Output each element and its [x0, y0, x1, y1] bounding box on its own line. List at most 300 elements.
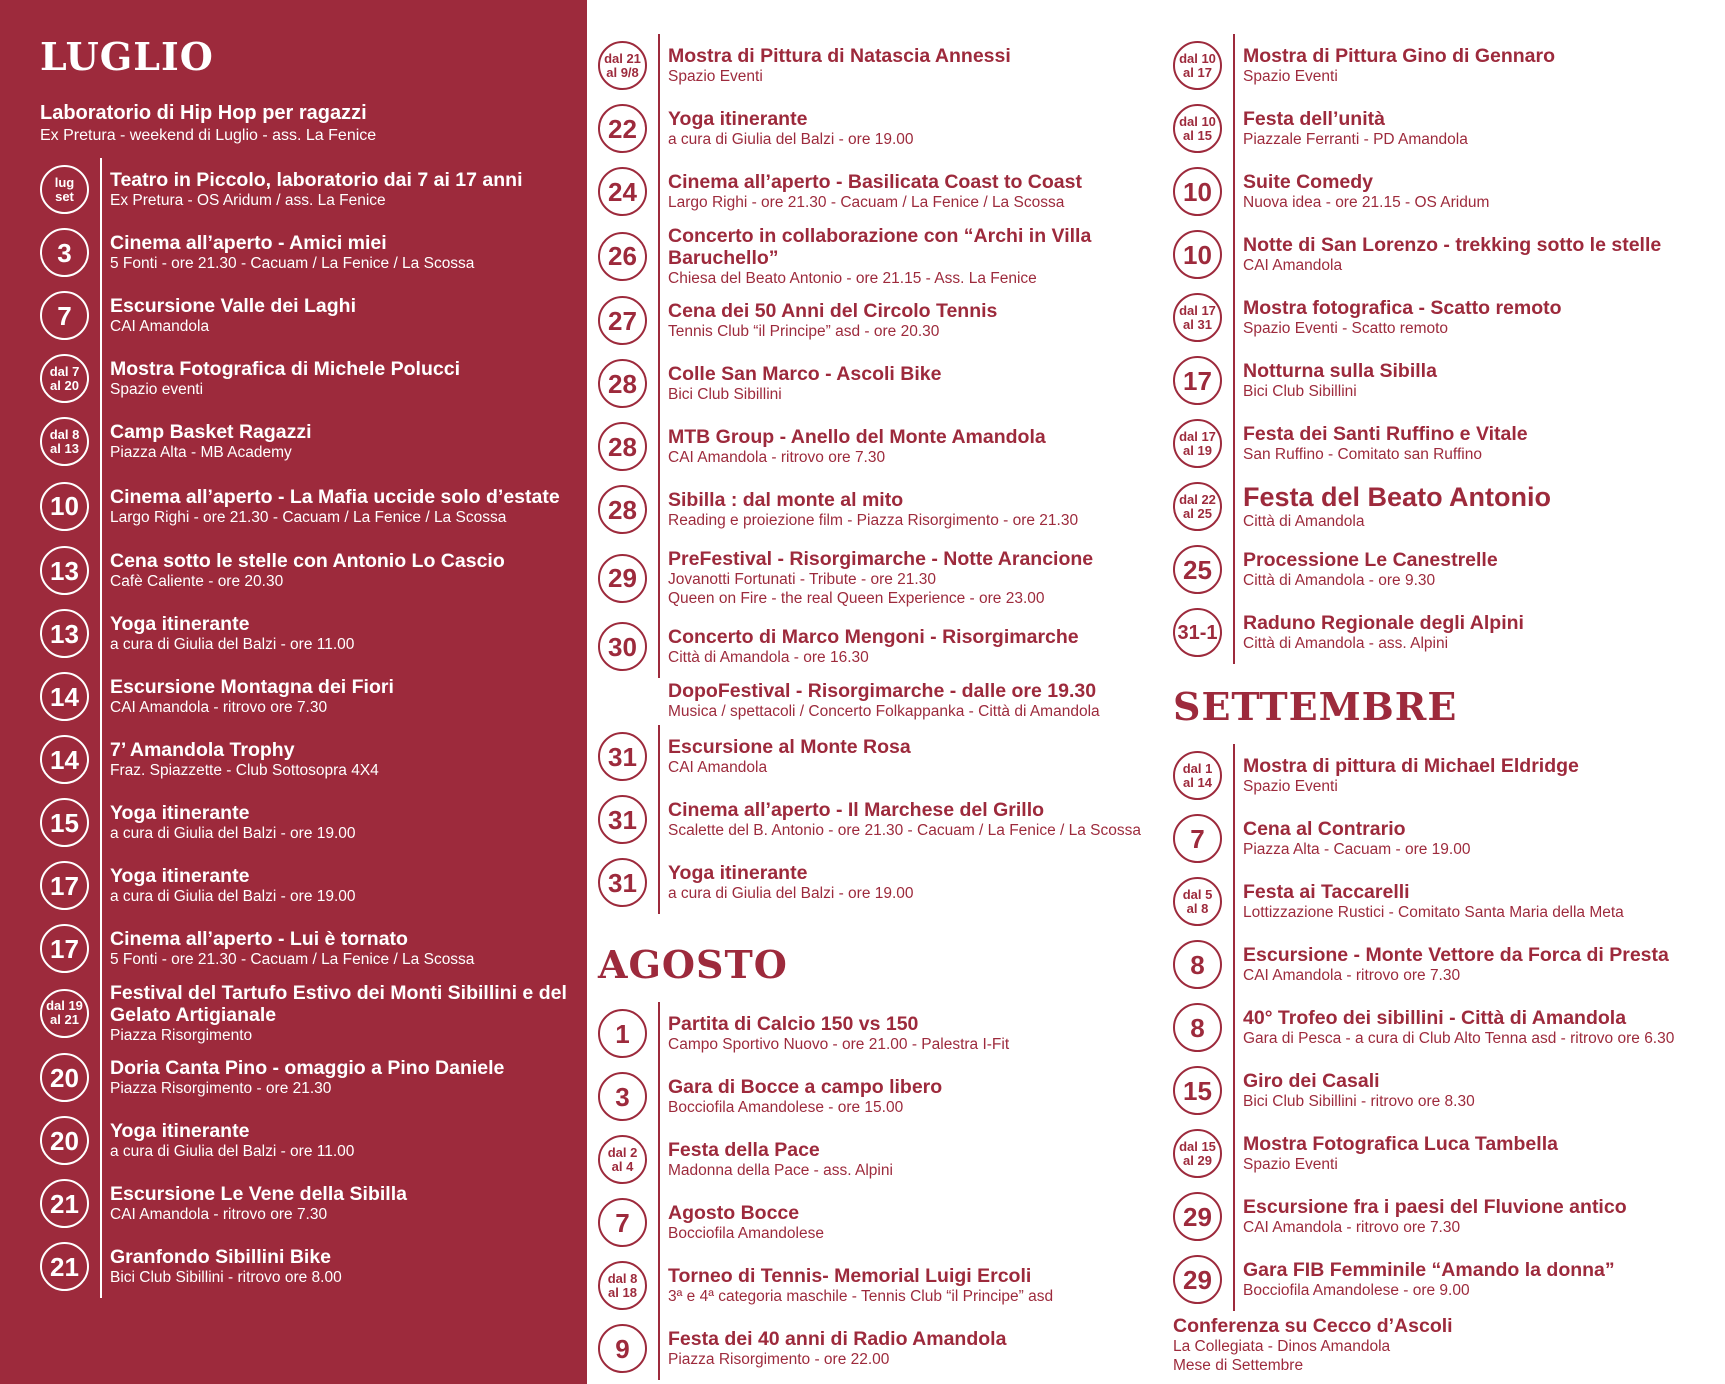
event-info	[1233, 1059, 1475, 1122]
event-list-settembre	[1173, 744, 1725, 1311]
event-info	[1233, 412, 1528, 475]
date-badge	[598, 858, 647, 907]
event-row	[1173, 349, 1725, 412]
event-title: Cinema all’aperto - Lui è tornato	[110, 928, 408, 950]
event-sub: Fraz. Spiazzette - Club Sottosopra 4X4	[110, 762, 379, 779]
event-info	[658, 160, 1082, 223]
date-badge	[1173, 545, 1222, 594]
event-info	[1233, 223, 1661, 286]
date-badge	[40, 228, 89, 277]
event-title: Yoga itinerante	[110, 802, 250, 824]
date-range-end: al 19	[1183, 442, 1212, 458]
event-title: Festa ai Taccarelli	[1243, 881, 1410, 903]
event-row	[40, 284, 577, 347]
event-info	[100, 854, 356, 917]
event-sub: Città di Amandola - ore 16.30	[668, 649, 869, 666]
date-day: 28	[608, 494, 637, 525]
event-sub: CAI Amandola - ritrovo ore 7.30	[110, 699, 328, 716]
date-badge	[1173, 104, 1222, 153]
final-event	[1173, 1315, 1725, 1375]
event-info	[1233, 933, 1669, 996]
event-info	[100, 791, 356, 854]
date-day: 21	[50, 1251, 79, 1282]
date-day: 21	[50, 1188, 79, 1219]
event-row	[598, 541, 1165, 615]
event-sub: Spazio Eventi	[1243, 778, 1338, 795]
event-sub: Cafè Caliente - ore 20.30	[110, 573, 284, 590]
event-row	[1173, 475, 1725, 538]
event-info	[100, 284, 356, 347]
event-info	[100, 917, 474, 980]
event-title: Teatro in Piccolo, laboratorio dai 7 ai 17 anni	[110, 169, 523, 191]
event-info	[100, 158, 523, 221]
event-row	[598, 415, 1165, 478]
event-title: Cinema all’aperto - La Mafia uccide solo d’estate	[110, 485, 560, 508]
event-row	[40, 410, 577, 473]
event-info	[658, 223, 1148, 289]
date-badge	[40, 735, 89, 784]
intro-event	[40, 100, 577, 146]
event-row	[1173, 412, 1725, 475]
event-info	[658, 34, 1011, 97]
event-sub: 3ª e 4ª categoria maschile - Tennis Club “il Principe” asd	[668, 1288, 1054, 1305]
date-range-end: al 14	[1183, 774, 1212, 790]
event-row	[598, 615, 1165, 678]
date-day: 25	[1183, 554, 1212, 585]
event-sub: Chiesa del Beato Antonio - ore 21.15 - Ass. La Fenice	[668, 269, 1037, 287]
date-day: 10	[50, 491, 79, 521]
event-info	[658, 1191, 824, 1254]
event-title: Mostra Fotografica di Michele Polucci	[110, 358, 460, 380]
date-range-start: lug	[54, 174, 75, 190]
event-title: Festa dei 40 anni di Radio Amandola	[668, 1328, 1007, 1350]
date-badge	[598, 41, 647, 90]
date-day: 28	[608, 431, 637, 462]
date-day: 8	[1190, 1012, 1205, 1043]
event-sub: Città di Amandola	[1243, 513, 1365, 530]
date-badge	[40, 989, 89, 1038]
event-title: Cinema all’aperto - Il Marchese del Grillo	[668, 799, 1045, 821]
event-sub-2: Queen on Fire - the real Queen Experience - ore 23.00	[668, 590, 1045, 607]
month-title-settembre: SETTEMBRE	[1173, 684, 1458, 729]
date-badge	[598, 167, 647, 216]
date-range-end: al 21	[50, 1012, 79, 1027]
event-info	[658, 1128, 893, 1191]
date-badge	[1173, 482, 1222, 531]
date-badge	[40, 291, 89, 340]
event-row	[598, 223, 1165, 289]
event-info	[1233, 744, 1579, 807]
event-row	[1173, 1059, 1725, 1122]
event-info	[658, 478, 1078, 541]
date-range-start: dal 17	[1179, 428, 1216, 444]
event-info	[1233, 538, 1498, 601]
event-info	[658, 541, 1093, 615]
event-sub: Reading e proiezione film - Piazza Risorgimento - ore 21.30	[668, 512, 1079, 529]
event-title: Yoga itinerante	[110, 613, 250, 635]
date-day: 31	[608, 867, 637, 898]
date-badge	[598, 622, 647, 671]
event-title: DopoFestival - Risorgimarche - dalle ore 19.30	[668, 680, 1097, 702]
date-badge	[40, 417, 89, 466]
event-row	[598, 851, 1165, 914]
event-row	[598, 289, 1165, 352]
event-sub: CAI Amandola - ritrovo ore 7.30	[1243, 1219, 1461, 1236]
event-title: Suite Comedy	[1243, 171, 1374, 193]
event-title: Cena sotto le stelle con Antonio Lo Cascio	[110, 550, 505, 572]
event-row	[40, 602, 577, 665]
date-range-start: dal 10	[1179, 50, 1216, 66]
date-badge	[598, 732, 647, 781]
event-row	[598, 725, 1165, 788]
event-info	[658, 1317, 1006, 1380]
date-day: 29	[1183, 1201, 1212, 1232]
event-list-agosto	[598, 1002, 1165, 1380]
date-day: 29	[608, 563, 637, 593]
event-info	[658, 1002, 1009, 1065]
event-row	[1173, 996, 1725, 1059]
event-info	[1233, 1185, 1627, 1248]
event-info	[658, 851, 914, 914]
event-title: Escursione Valle dei Laghi	[110, 295, 357, 317]
event-info	[1233, 1122, 1558, 1185]
date-badge	[598, 485, 647, 534]
event-info	[1233, 601, 1524, 664]
event-title: Notturna sulla Sibilla	[1243, 360, 1437, 382]
date-badge	[40, 354, 89, 403]
date-range-start: dal 10	[1179, 113, 1216, 129]
date-badge	[1173, 41, 1222, 90]
event-info	[100, 980, 577, 1046]
event-row	[40, 1046, 577, 1109]
event-info	[658, 97, 914, 160]
event-row	[1173, 34, 1725, 97]
event-sub: Città di Amandola - ore 9.30	[1243, 572, 1436, 589]
date-badge	[1173, 293, 1222, 342]
event-sub: Gara di Pesca - a cura di Club Alto Tenna asd - ritrovo ore 6.30	[1243, 1030, 1675, 1047]
event-row	[598, 788, 1165, 851]
event-info	[100, 410, 312, 473]
event-row	[598, 1317, 1165, 1380]
event-sub: 5 Fonti - ore 21.30 - Cacuam / La Fenice / La Scossa	[110, 255, 475, 272]
event-title: Mostra di pittura di Michael Eldridge	[1243, 755, 1579, 777]
event-row	[598, 1065, 1165, 1128]
date-day: 31-1	[1177, 621, 1218, 644]
date-day: 17	[50, 870, 79, 901]
event-row	[40, 854, 577, 917]
date-range-start: dal 19	[46, 998, 83, 1013]
event-sub: Spazio Eventi	[1243, 68, 1338, 85]
event-sub: La Collegiata - Dinos Amandola	[1173, 1338, 1391, 1355]
event-row	[40, 473, 577, 539]
event-sub: Ex Pretura - OS Aridum / ass. La Fenice	[110, 192, 386, 209]
event-title: Concerto di Marco Mengoni - Risorgimarche	[668, 626, 1079, 648]
date-day: 15	[1183, 1075, 1212, 1106]
event-sub: CAI Amandola	[110, 318, 210, 335]
event-title: 7’ Amandola Trophy	[110, 739, 295, 761]
date-badge	[1173, 940, 1222, 989]
date-badge	[598, 104, 647, 153]
date-badge	[40, 1053, 89, 1102]
event-sub: a cura di Giulia del Balzi - ore 19.00	[110, 825, 356, 842]
event-sub: Lottizzazione Rustici - Comitato Santa Maria della Meta	[1243, 904, 1624, 921]
date-day: 9	[615, 1333, 630, 1364]
event-row	[1173, 223, 1725, 286]
event-row	[40, 347, 577, 410]
event-title: Festa del Beato Antonio	[1243, 482, 1552, 512]
event-sub: Bocciofila Amandolese - ore 15.00	[668, 1099, 904, 1116]
date-badge	[40, 546, 89, 595]
event-sub: Piazza Risorgimento - ore 22.00	[668, 1351, 890, 1368]
event-info	[1233, 807, 1470, 870]
event-title: Laboratorio di Hip Hop per ragazzi	[40, 102, 367, 124]
event-title: Mostra di Pittura Gino di Gennaro	[1243, 45, 1556, 67]
event-sub: Ex Pretura - weekend di Luglio - ass. La Fenice	[40, 127, 377, 144]
event-sub: Piazza Alta - Cacuam - ore 19.00	[1243, 841, 1471, 858]
date-range-end: al 17	[1183, 64, 1212, 80]
event-row	[598, 97, 1165, 160]
event-info	[100, 1172, 407, 1235]
date-day: 7	[1190, 823, 1205, 854]
date-day: 7	[57, 300, 72, 331]
date-day: 14	[50, 744, 79, 775]
event-title: Yoga itinerante	[668, 108, 808, 130]
date-range-end: al 20	[50, 377, 79, 393]
date-badge	[598, 1261, 647, 1310]
date-badge	[40, 1179, 89, 1228]
date-badge	[598, 1324, 647, 1373]
date-range-start: dal 22	[1179, 491, 1216, 507]
date-badge	[598, 554, 647, 603]
date-day: 31	[608, 804, 637, 835]
date-badge	[598, 1135, 647, 1184]
date-day: 17	[1183, 365, 1212, 396]
date-badge	[598, 359, 647, 408]
event-info	[100, 665, 394, 728]
event-title: Agosto Bocce	[668, 1202, 800, 1224]
event-row	[1173, 1248, 1725, 1311]
date-day: 8	[1190, 949, 1205, 980]
column-middle	[587, 0, 1165, 1384]
date-range-end: al 4	[611, 1158, 634, 1174]
event-sub: San Ruffino - Comitato san Ruffino	[1243, 446, 1482, 463]
date-badge	[40, 861, 89, 910]
dopofestival-entry	[660, 680, 1165, 721]
event-title: Mostra di Pittura di Natascia Annessi	[668, 45, 1011, 67]
event-sub: Spazio Eventi	[1243, 1156, 1338, 1173]
event-info	[658, 615, 1079, 678]
date-badge	[1173, 1003, 1222, 1052]
event-info	[658, 289, 997, 352]
event-row	[598, 478, 1165, 541]
event-row	[598, 1191, 1165, 1254]
event-title: Conferenza su Cecco d’Ascoli	[1173, 1315, 1453, 1337]
event-info	[100, 473, 560, 539]
date-range-start: dal 8	[49, 426, 80, 442]
event-info	[100, 602, 354, 665]
event-sub: CAI Amandola - ritrovo ore 7.30	[110, 1206, 328, 1223]
event-sub: CAI Amandola - ritrovo ore 7.30	[1243, 967, 1461, 984]
event-title: MTB Group - Anello del Monte Amandola	[668, 426, 1046, 448]
date-day: 13	[50, 555, 79, 586]
event-row	[40, 1235, 577, 1298]
date-day: 10	[1183, 176, 1212, 207]
event-sub: Scalette del B. Antonio - ore 21.30 - Cacuam / La Fenice / La Scossa	[668, 822, 1142, 839]
date-range-start: dal 21	[604, 50, 641, 66]
event-sub: Bocciofila Amandolese	[668, 1225, 824, 1242]
event-sub: Madonna della Pace - ass. Alpini	[668, 1162, 893, 1179]
event-title: Granfondo Sibillini Bike	[110, 1246, 332, 1268]
event-row	[40, 539, 577, 602]
date-day: 28	[608, 368, 637, 399]
event-sub: Bici Club Sibillini - ritrovo ore 8.00	[110, 1269, 342, 1286]
date-range-start: dal 8	[607, 1270, 638, 1286]
event-row	[1173, 97, 1725, 160]
date-day: 20	[50, 1125, 79, 1156]
event-sub-2: Mese di Settembre	[1173, 1357, 1304, 1374]
event-title: Gara FIB Femminile “Amando la donna”	[1243, 1259, 1615, 1281]
event-row	[40, 728, 577, 791]
event-sub: Spazio eventi	[110, 381, 204, 398]
event-row	[40, 1109, 577, 1172]
event-title: Cena al Contrario	[1243, 818, 1406, 840]
event-title: Doria Canta Pino - omaggio a Pino Daniele	[110, 1057, 505, 1079]
date-range-end: set	[55, 188, 74, 204]
event-info	[658, 1065, 942, 1128]
date-badge	[598, 232, 647, 281]
date-badge	[598, 1198, 647, 1247]
event-info	[1233, 160, 1489, 223]
event-title: Festa dei Santi Ruffino e Vitale	[1243, 423, 1528, 445]
event-info	[100, 539, 505, 602]
event-title: Torneo di Tennis- Memorial Luigi Ercoli	[668, 1265, 1032, 1287]
event-title: Giro dei Casali	[1243, 1070, 1380, 1092]
event-row	[1173, 538, 1725, 601]
event-title: Yoga itinerante	[110, 865, 250, 887]
date-badge	[1173, 230, 1222, 279]
date-badge	[1173, 419, 1222, 468]
event-row	[598, 352, 1165, 415]
event-sub: CAI Amandola - ritrovo ore 7.30	[668, 449, 886, 466]
date-range-start: dal 2	[607, 1144, 638, 1160]
event-sub: a cura di Giulia del Balzi - ore 19.00	[668, 131, 914, 148]
event-sub: a cura di Giulia del Balzi - ore 11.00	[110, 1143, 355, 1160]
date-badge	[1173, 1255, 1222, 1304]
event-sub: Bici Club Sibillini	[668, 386, 782, 403]
event-info	[658, 1254, 1053, 1317]
event-title: Escursione Montagna dei Fiori	[110, 676, 394, 698]
event-title: Escursione fra i paesi del Fluvione antico	[1243, 1196, 1627, 1218]
event-title: Sibilla : dal monte al mito	[668, 489, 904, 511]
event-sub: a cura di Giulia del Balzi - ore 19.00	[110, 888, 356, 905]
event-row	[40, 791, 577, 854]
date-badge	[40, 482, 89, 531]
event-sub: Piazza Risorgimento - ore 21.30	[110, 1080, 332, 1097]
event-title: Processione Le Canestrelle	[1243, 549, 1498, 571]
event-info	[1233, 349, 1437, 412]
date-day: 17	[50, 933, 79, 964]
event-row	[40, 1172, 577, 1235]
date-badge	[598, 1072, 647, 1121]
event-sub: Largo Righi - ore 21.30 - Cacuam / La Fenice / La Scossa	[668, 194, 1065, 211]
event-title: Mostra fotografica - Scatto remoto	[1243, 297, 1562, 319]
event-title: Festa dell’unità	[1243, 108, 1385, 130]
date-badge	[1173, 167, 1222, 216]
event-title: Notte di San Lorenzo - trekking sotto le stelle	[1243, 234, 1662, 256]
event-sub: CAI Amandola	[1243, 257, 1343, 274]
event-title: Cinema all’aperto - Amici miei	[110, 232, 387, 254]
event-sub: Spazio Eventi - Scatto remoto	[1243, 320, 1449, 337]
date-day: 14	[50, 681, 79, 712]
date-range-start: dal 5	[1182, 886, 1213, 902]
date-badge	[40, 1242, 89, 1291]
event-title: PreFestival - Risorgimarche - Notte Arancione	[668, 548, 1094, 570]
event-title: Colle San Marco - Ascoli Bike	[668, 363, 942, 385]
event-title: Cinema all’aperto - Basilicata Coast to Coast	[668, 171, 1082, 193]
event-row	[1173, 601, 1725, 664]
event-row	[40, 917, 577, 980]
date-badge	[1173, 1066, 1222, 1115]
date-badge	[1173, 814, 1222, 863]
event-info	[658, 352, 941, 415]
date-badge	[1173, 608, 1222, 657]
event-row	[598, 160, 1165, 223]
event-row	[40, 158, 577, 221]
date-badge	[598, 795, 647, 844]
month-title-luglio: LUGLIO	[40, 34, 214, 79]
event-row	[1173, 286, 1725, 349]
event-row	[1173, 870, 1725, 933]
event-info	[1233, 286, 1562, 349]
event-row	[1173, 160, 1725, 223]
date-day: 30	[608, 631, 637, 662]
date-day: 26	[608, 241, 637, 271]
event-list-luglio-cont	[598, 34, 1165, 678]
date-badge	[40, 924, 89, 973]
date-badge	[1173, 877, 1222, 926]
date-range-end: al 18	[608, 1284, 637, 1300]
event-title: Festival del Tartufo Estivo dei Monti Sibillini e del Gelato Artigianale	[110, 981, 567, 1026]
date-badge	[40, 1116, 89, 1165]
event-info	[100, 728, 379, 791]
event-sub: CAI Amandola	[668, 759, 768, 776]
event-sub: Bici Club Sibillini	[1243, 383, 1357, 400]
event-sub: 5 Fonti - ore 21.30 - Cacuam / La Fenice / La Scossa	[110, 951, 475, 968]
date-range-end: al 9/8	[606, 64, 639, 80]
event-row	[40, 665, 577, 728]
date-day: 1	[615, 1018, 630, 1049]
date-badge	[598, 422, 647, 471]
date-day: 15	[50, 807, 79, 838]
event-title: Camp Basket Ragazzi	[110, 421, 312, 443]
date-badge	[40, 609, 89, 658]
date-day: 7	[615, 1207, 630, 1238]
event-info	[100, 347, 460, 410]
event-title: Escursione Le Vene della Sibilla	[110, 1183, 407, 1205]
event-sub: Campo Sportivo Nuovo - ore 21.00 - Palestra I-Fit	[668, 1036, 1010, 1053]
date-badge	[1173, 1192, 1222, 1241]
event-row	[1173, 744, 1725, 807]
date-day: 20	[50, 1062, 79, 1093]
date-range-end: al 29	[1183, 1152, 1212, 1168]
event-title: Yoga itinerante	[110, 1120, 250, 1142]
date-day: 24	[608, 176, 637, 207]
event-title: 40° Trofeo dei sibillini - Città di Amandola	[1243, 1007, 1627, 1029]
event-list-agosto-cont	[1173, 34, 1725, 664]
date-range-end: al 8	[1186, 900, 1209, 916]
event-title: Mostra Fotografica Luca Tambella	[1243, 1133, 1558, 1155]
event-row	[40, 221, 577, 284]
